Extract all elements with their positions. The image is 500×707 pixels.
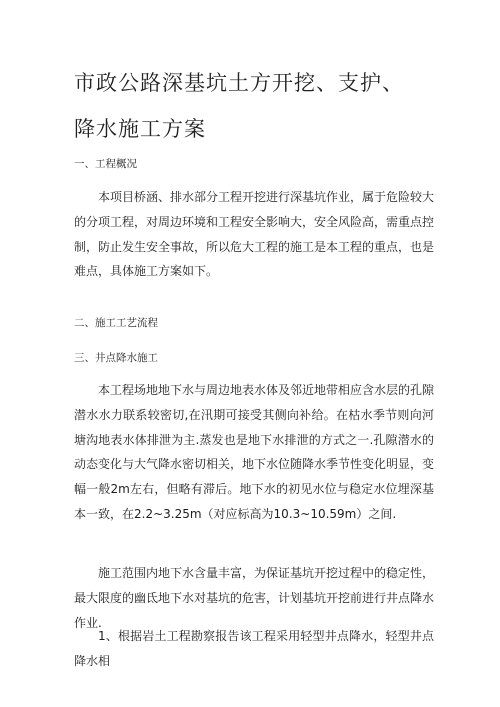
section-2-heading: 二、施工工艺流程 — [74, 317, 158, 329]
section-3-heading: 三、井点降水施工 — [74, 352, 158, 364]
section-1-heading: 一、工程概况 — [74, 158, 137, 170]
document-title-line-1: 市政公路深基坑土方开挖、支护、 — [74, 71, 404, 95]
section-1-paragraph: 本项目桥涵、排水部分工程开挖进行深基坑作业，属于危险较大的分项工程，对周边环境和工程安全影响大，安全风险高，需重点控制，防止发生安全事故，所以危大工程的施工是本工程的重点，也是难点，具体施工方案如下。 — [74, 190, 435, 279]
document-title-line-2: 降水施工方案 — [74, 117, 206, 141]
section-3-list-item-1: 1、根据岩土工程勘察报告该工程采用轻型井点降水，轻型井点降水相 — [74, 629, 434, 668]
section-3-paragraph-1: 本工程场地地下水与周边地表水体及邻近地带相应含水层的孔隙潜水水力联系较密切,在汛期可接受其侧向补给。在枯水季节则向河塘沟地表水体排泄为主.蒸发也是地下水排泄的方式之一.孔隙潜水的动态变化与大气降水密切相关，地下水位随降水季节性变化明显，变幅一般2m左右，但略有滞后。地下水的初见水位与稳定水位埋深基本一致，在2.2~3.25m（对应标高为10.3~10.59m）之间. — [74, 383, 435, 521]
section-3-paragraph-2: 施工范围内地下水含量丰富，为保证基坑开挖过程中的稳定性，最大限度的幽氐地下水对基坑的危害，计划基坑开挖前进行井点降水作业. — [74, 566, 435, 630]
